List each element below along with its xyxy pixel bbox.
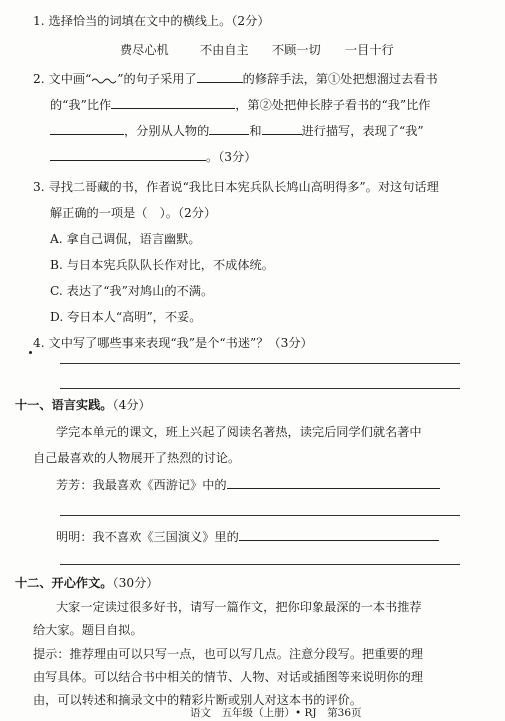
page-footer: 语文 五年级（上册）• RJ 第36页 (190, 707, 362, 719)
q2-text-b: ”的句子采用了 (117, 72, 197, 86)
option-d[interactable]: D. 夸日本人“高明”，不妥。 (50, 310, 202, 324)
question-2-line-3 (50, 122, 424, 139)
rhetoric-blank[interactable] (197, 70, 243, 83)
question-4-prompt: 4. 文中写了哪些事来表现“我”是个“书迷”？（3分） (33, 336, 313, 350)
mingming-line (56, 528, 439, 545)
section-12-heading (15, 575, 158, 591)
option-a[interactable]: A. 拿自己调侃，语言幽默。 (50, 232, 201, 246)
mingming-blank[interactable] (239, 528, 439, 541)
q2-text-c: 的修辞手法，第①处把想溜过去看书 (242, 72, 438, 86)
section-12-score: （30分） (112, 576, 159, 590)
metaphor-2-blank[interactable] (50, 122, 124, 135)
section-11-paragraph-1: 学完本单元的课文，班上兴起了阅读名著热，读完后同学们就名著中 (56, 425, 422, 439)
option-c[interactable]: C. 表达了“我”对鸠山的不满。 (50, 284, 214, 298)
mingming-text: 明明：我不喜欢《三国演义》里的 (56, 530, 239, 544)
section-11-title: 十一、语言实践。 (15, 398, 113, 412)
question-2-line-4 (50, 148, 256, 165)
section-12-paragraph-2: 给大家。题目自拟。 (33, 623, 143, 637)
scan-dot (29, 351, 32, 354)
metaphor-1-blank[interactable] (111, 96, 235, 109)
mingming-answer-line[interactable] (60, 564, 460, 565)
question-2-line-2 (50, 96, 431, 113)
q2-text-f: ，分别从人物的 (124, 124, 210, 138)
fangfang-line (56, 476, 440, 493)
q2-text-h: 进行描写，表现了“我” (301, 124, 424, 138)
question-3-line-2: 解正确的一项是（ ）。（2分） (50, 206, 217, 220)
q2-text-g: 和 (249, 124, 262, 138)
question-3-line-1: 3. 寻找二哥藏的书，作者说“我比日本宪兵队长鸠山高明得多”。对这句话理 (33, 180, 439, 194)
word-option-1: 费尽心机 (120, 43, 169, 57)
fangfang-blank[interactable] (227, 476, 440, 489)
q2-text-e: ，第②处把伸长脖子看书的“我”比作 (235, 98, 431, 112)
fangfang-answer-line[interactable] (60, 515, 460, 516)
tips-line-3: 由，可以转述和摘录文中的精彩片断或别人对这本书的评价。 (33, 693, 363, 707)
expression-blank[interactable] (50, 148, 206, 161)
tips-line-2: 由写具体。可以结合书中相关的情节、人物、对话或插图等来说明你的理 (33, 670, 423, 684)
aspect-1-blank[interactable] (209, 122, 249, 135)
fangfang-text: 芳芳：我最喜欢《西游记》中的 (56, 478, 227, 492)
question-2-line-1 (33, 70, 438, 87)
word-option-2: 不由自主 (200, 43, 249, 57)
section-12-paragraph-1: 大家一定读过很多好书，请写一篇作文，把你印象最深的一本书推荐 (56, 600, 422, 614)
tips-line-1: 提示：推荐理由可以只写一点，也可以写几点。注意分段写。把重要的理 (33, 647, 423, 661)
section-11-paragraph-2: 自己最喜欢的人物展开了热烈的讨论。 (33, 451, 241, 465)
section-11-heading (15, 397, 151, 413)
word-option-4: 一目十行 (345, 43, 394, 57)
section-11-score: （4分） (112, 398, 151, 412)
q2-text-a: 2. 文中画“ (33, 72, 92, 86)
q2-text-i: 。（3分） (206, 150, 257, 164)
q2-text-d: 的“我”比作 (50, 98, 112, 112)
wavy-underline-icon (91, 74, 117, 84)
option-b[interactable]: B. 与日本宪兵队队长作对比，不成体统。 (50, 258, 274, 272)
answer-line-q4-2[interactable] (60, 388, 460, 389)
word-option-3: 不顾一切 (272, 43, 321, 57)
aspect-2-blank[interactable] (262, 122, 302, 135)
question-1-prompt: 1. 选择恰当的词填在文中的横线上。（2分） (33, 14, 270, 28)
section-12-title: 十二、开心作文。 (15, 576, 113, 590)
answer-line-q4-1[interactable] (60, 363, 460, 364)
